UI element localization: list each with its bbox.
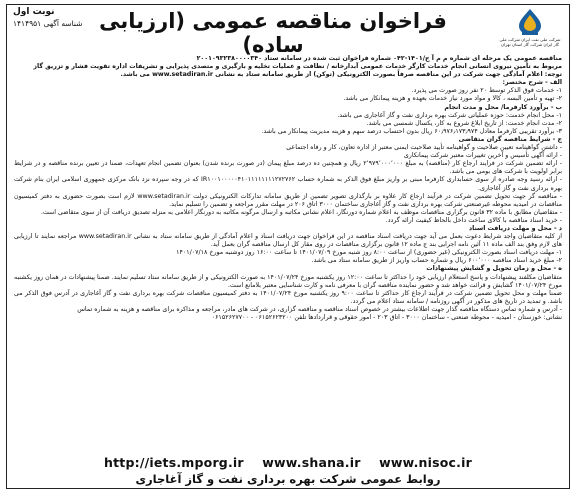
section-paragraph: - داشتن گواهینامه تعیین صلاحیت و گواهینامه تأیید صلاحیت ایمنی معتبر از اداره تعاون، کار و رفاه اجتماعی bbox=[286, 144, 562, 152]
section-paragraph: - مناقصه گر جهت تحویل تضمین شرکت در فرآیند ارجاع کار علاوه بر بارگذاری تصویر تضمین از طریق سامانه تدارکات الکترونیکی دولت www.setadiran.ir لازم است بصورت حضوری به دفتر کمیسیون مناقصات در امیدیه محوطه غیرصنعتی شرکت بهره برداری نفت و گاز آغاجاری ساختمان ۳۰۰۰ اتاق ۲۰۶ در مهلت مقرر مراجعه و تضمین را تسلیم نماید. bbox=[14, 192, 562, 208]
section-heading: ج - شرایط مناقصه گران متقاضی bbox=[458, 135, 562, 143]
section-paragraph: - خرید اسناد مناقصه با کالای ساخت داخل بالحاظ کیفیت ارائه گردد. bbox=[385, 216, 562, 224]
tender-notice bbox=[6, 4, 570, 489]
section-heading: د - محل و مهلت دریافت اسناد bbox=[468, 224, 562, 232]
notice-sections bbox=[14, 79, 562, 322]
section-paragraph: ۱- محل انجام خدمت: حوزه عملیاتی شرکت بهره برداری نفت و گاز آغاجاری می باشد. bbox=[337, 111, 562, 119]
section-heading: الف - شرح مختصر: bbox=[502, 79, 562, 87]
section-paragraph: - متقاضیان مطابق با ماده ۳۲ قانون برگزاری مناقصات موظف به اعلام شماره دورنگار، اعلام نشانی مکاتبه و ارسال مرگونه مکاتبه به دورنگار اعلامی به منزله تصدیق دریافت آن از سوی متقاضی است. bbox=[40, 208, 562, 216]
section-heading: ب - برآورد کارفرما/ محل و مدت انجام bbox=[444, 103, 562, 111]
intro-line-3: توجه: اعلام آمادگی جهت شرکت در این مناقصه صرفاً بصورت الکترونیکی (توکن) از طریق سامانه ستاد به نشانی www.setadiran.ir می باشد. bbox=[120, 71, 562, 79]
section-paragraph: از کلیه متقاضیان واجد شرایط دعوت بعمل می آید جهت دریافت اسناد مناقصه در این فراخوان جهت دریافت اسناد و اعلام آمادگی از طریق سامانه ستاد به نشانی www.setadiran.ir مراجعه نمایند تا ارزیابی های لازم وفق بند الف ماده ۱۱ آئین نامه اجرایی بند ج ماده ۱۲ قانون برگزاری مناقصات در روی مقار کل ارسال مناقصه گران بعمل آید. bbox=[14, 233, 563, 249]
section-paragraph: نشانی: خوزستان - امیدیه - محوطه صنعتی - ساختمان ۳۰۰۰ - اتاق ۲۰۳ - امور حقوقی و قراردادها تلفن ۰۶۱۵۲۶۲۳۲۰۰ - ۰۶۱۵۲۶۲۷۷۰۰ bbox=[211, 314, 562, 321]
footer-company: روابط عمومی شرکت بهره برداری نفت و گاز آغاجاری bbox=[135, 472, 441, 486]
notice-footer bbox=[7, 455, 569, 488]
footer-urls: http://iets.mporg.ir www.shana.ir www.nisoc.ir bbox=[104, 455, 472, 470]
notice-round bbox=[13, 7, 82, 28]
section-paragraph: - ارائه آگهی تأسیس و آخرین تغییرات معتبر شرکت پیمانکاری bbox=[403, 152, 562, 160]
section-paragraph: ضمنا مهلت و محل تحویل تضمین شرکت در فرآیند ارجاع کار حداکثر تا ساعت ۹:۰۰ روز یکشنبه مورخ ۱۴۰۱/۰۷/۲۴ به دفتر کمیسیون مناقصات شرکت بهره برداری نفت و گاز آغاجاری در آدرس فوق الذکر می باشد. و تمدید در تاریخ های مذکور در آگهی روزنامه / سامانه ستاد اعلام می گردد. bbox=[14, 289, 562, 305]
section-paragraph: - ارائه تضمین شرکت در فرایند ارجاع کار (مناقصه) به مبلغ ۲٬۹۷۹٬۰۰۰٬۰۰۰ ریال و همچنین ده درصد مبلغ پیمان (در صورت برنده شدن) بعنوان تضمین انجام تعهدات، ضمنا در تعیین برنده مناقصه و در شرایط برابر اولویت با شرکت های بومی می باشد. bbox=[14, 160, 562, 176]
intro-line-2: مربوط به تأمین نیروی انسانی انجام خدمات کارگر خدمات عمومی آبدارخانه / نظافت و عملیات تخلیه و بارگیری و متصدی پذیرایی و تشریفات اداره تقویت فشار و تزریق گاز bbox=[33, 63, 562, 71]
notice-body bbox=[7, 55, 569, 322]
section-paragraph: - آدرس و شماره تماس دستگاه مناقصه گذار جهت اطلاعات بیشتر در خصوص اسناد مناقصه و مناقصه گزاری، در شرکت های مادر، مراجعه و مذاکره برای مناقصه و هزینه به شماره تماس bbox=[77, 305, 562, 313]
notice-id: شناسه آگهی ۱۴۱۴۹۵۱ bbox=[13, 19, 83, 28]
section-heading: ه - محل و زمان تحویل و گشایش پیشنهادات bbox=[426, 265, 562, 273]
round-label: نوبت اول bbox=[13, 7, 55, 17]
section-paragraph: ۲- مدت انجام خدمت: از تاریخ ابلاغ شروع به کار، یکسال شمسی می باشد. bbox=[366, 119, 562, 127]
section-paragraph: ۱- مهلت دریافت اسناد بصورت الکترونیکی (غیر حضوری) از ساعت ۸:۰۰ روز شنبه مورخ ۱۴۰۱/۰۷/۰۹ تا ساعت ۱۶:۰۰ روز دوشنبه مورخ ۱۴۰۱/۰۷/۱۸ bbox=[176, 249, 562, 257]
nioc-logo-icon bbox=[513, 7, 547, 37]
section-paragraph: ۲- تهیه و تأمین البسه ، کالا و مواد مورد نیاز خدمات بعهده و هزینه پیمانکار می باشد. bbox=[343, 95, 562, 103]
section-paragraph: متقاضیان مکلفند پیشنهادات و پاسخ استعلام ارزیابی خود را حداکثر تا ساعت ۱۲:۰۰ روز یکشنبه مورخ ۱۴۰۱/۰۷/۲۴ به صورت الکترونیکی و از طریق سامانه ستاد تسلیم نمایند. ضمنا پیشنهادات در همان روز یکشنبه مورخ ۱۴۰۱/۰۷/۲۴ گشایش و قرائت خواهد شد و حضور نماینده مناقصه گران با معرفی نامه و کارت شناسایی معتبر بلامانع است. bbox=[14, 273, 562, 289]
section-paragraph: - ارائه رسید وجه صادره از سوی حسابداری کارفرما مبنی بر واریز مبلغ فوق الذکر به شماره حساب IR۱۰۰۱۰۰۰۰۰۴۱۰۱۱۱۱۱۱۱۱۲۷۲۷۶۲ که در وجه سپرده نزد بانک مرکزی جمهوری اسلامی ایران بنام شرکت بهره برداری نفت و گاز آغاجاری. bbox=[14, 176, 563, 192]
section-paragraph: ۲- مبلغ خرید اسناد مناقصه ۶۰۰٬۰۰۰ ریال و شماره حساب واریز از طریق سامانه ستاد می باشد. bbox=[311, 257, 562, 265]
logo-caption: شرکت ملی نفت ایران شرکت ملی گاز ایران شرکت گاز استان تهران bbox=[499, 37, 561, 47]
company-logo bbox=[499, 7, 561, 47]
section-paragraph: ۳- برآورد تقریبی کارفرما معادل ۶۰٫۹۷۶٫۱۷۳٫۹۷۴ ریال بدون احتساب درصد سهم و هزینه مدیریت پیمانکار می باشد. bbox=[261, 127, 562, 135]
intro-line-1: مناقصه عمومی یک مرحله ای شماره م م آ ج/۱۴۰۱-۰۴۲ شماره فراخوان ثبت شده در سامانه ستاد ۲۰۰۱۰۹۳۲۳۸۰۰۰۰۳۴۰ bbox=[196, 55, 562, 62]
section-paragraph: ۱- خدمات فوق الذکر توسط ۲۰ نفر روز صورت می پذیرد. bbox=[411, 87, 562, 95]
notice-title: فراخوان مناقصه عمومی (ارزیابی ساده) bbox=[99, 9, 447, 57]
notice-header bbox=[7, 5, 569, 55]
